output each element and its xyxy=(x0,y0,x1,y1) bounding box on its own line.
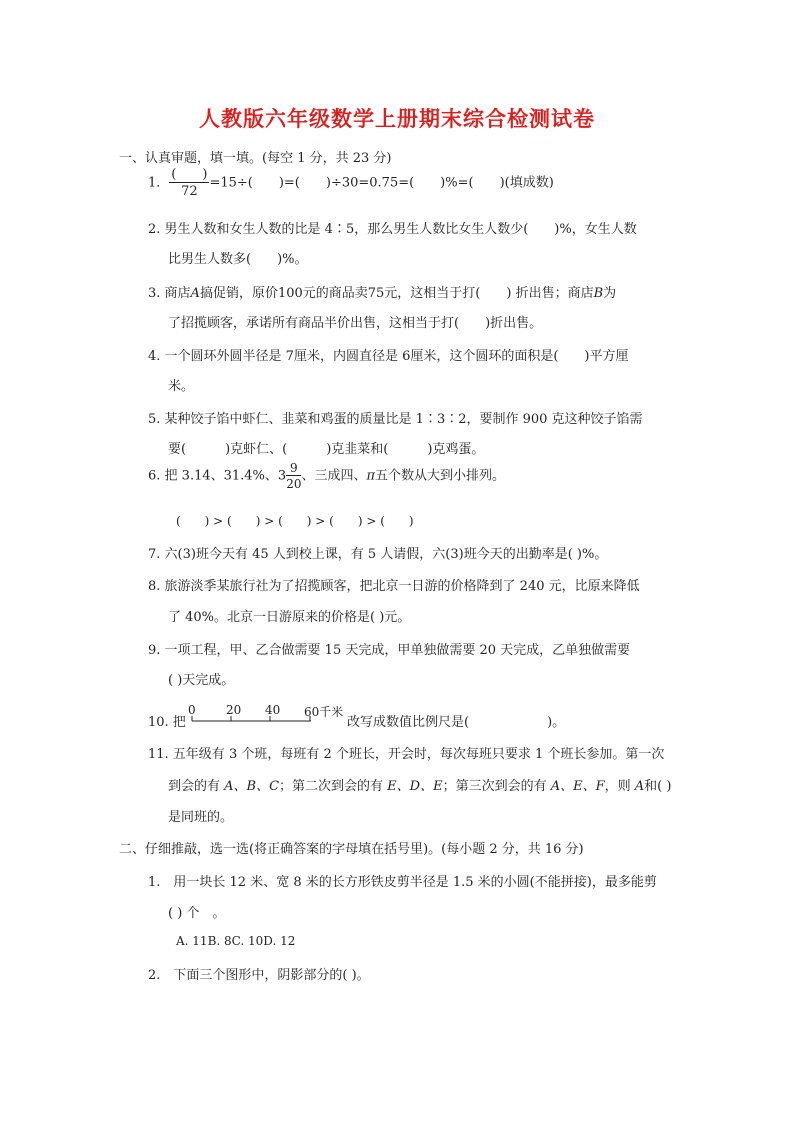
section-2-question-1-line-1: 1. 用一块长 12 米、宽 8 米的长方形铁皮剪半径是 1.5 米的小圆(不能拼接)，最多能剪 xyxy=(148,875,657,890)
text-span: 为 xyxy=(603,286,617,301)
text-span: 到会的有 xyxy=(168,779,225,794)
page-title: 人教版六年级数学上册期末综合检测试卷 xyxy=(199,106,595,131)
question-6-line-1 xyxy=(148,462,505,490)
question-11-line-3: 是同班的。 xyxy=(168,810,234,825)
question-7: 7. 六(3)班今天有 45 人到校上课，有 5 人请假，六(3)班今天的出勤率是( )%。 xyxy=(148,547,608,562)
section-2-question-1-options: A. 11B. 8C. 10D. 12 xyxy=(176,934,296,948)
text-span: ，则 xyxy=(604,779,635,794)
fraction-numerator: ( ) xyxy=(171,167,208,182)
text-span: ；第三次到会的有 xyxy=(442,779,551,794)
question-1-fraction xyxy=(169,168,209,198)
text-span: ；第二次到会的有 xyxy=(279,779,388,794)
section-1-heading: 一、认真审题，填一填。(每空 1 分，共 23 分) xyxy=(119,151,392,166)
question-2-line-2: 比男生人数多( )%。 xyxy=(168,252,308,267)
text-span: 五个数从大到小排列。 xyxy=(375,468,506,484)
question-2-line-1: 2. 男生人数和女生人数的比是 4∶5，那么男生人数比女生人数少( )%，女生人数 xyxy=(148,222,637,237)
question-1-number: 1． xyxy=(148,175,170,191)
question-9-line-1: 9. 一项工程，甲、乙合做需要 15 天完成，甲单独做需要 20 天完成，乙单独做需要 xyxy=(148,643,631,658)
scale-tick-60: 60千米 xyxy=(304,705,344,719)
question-5-line-2: 要( )克虾仁、( )克韭菜和( )克鸡蛋。 xyxy=(168,442,485,457)
question-8-line-1: 8. 旅游淡季某旅行社为了招揽顾客，把北京一日游的价格降到了 240 元，比原来降低 xyxy=(148,579,640,594)
fraction-denominator: 20 xyxy=(286,477,302,491)
question-4-line-2: 米。 xyxy=(168,379,195,394)
line-scale xyxy=(188,703,344,729)
question-10-number: 10. 把 xyxy=(148,715,186,730)
scale-tick-20: 20 xyxy=(226,703,242,717)
text-span: 搞促销，原价100元的商品卖75元，这相当于打( ) 折出售；商店 xyxy=(199,286,594,301)
text-span: 6. 把 3.14、31.4%、3 xyxy=(148,468,287,484)
fraction-denominator: 72 xyxy=(181,184,198,199)
question-9-line-2: ( )天完成。 xyxy=(168,673,235,688)
scale-tick-0: 0 xyxy=(188,703,196,717)
letters-span: A、B、C xyxy=(224,779,280,794)
text-span: 、三成四、 xyxy=(301,468,367,484)
question-8-line-2: 了 40%。北京一日游原来的价格是( )元。 xyxy=(168,610,411,625)
text-span: 3. 商店 xyxy=(148,286,191,301)
letters-span: E、D、E xyxy=(387,779,443,794)
question-4-line-1: 4. 一个圆环外圆半径是 7厘米，内圆直径是 6厘米，这个圆环的面积是( )平方厘 xyxy=(148,349,629,364)
fraction-numerator: 9 xyxy=(286,462,301,476)
question-6-answer-row: ( ) > ( ) > ( ) > ( ) > ( ) xyxy=(176,514,414,528)
section-2-question-2: 2. 下面三个图形中，阴影部分的( )。 xyxy=(148,968,370,983)
text-span: 和( ) xyxy=(644,779,672,794)
section-2-heading: 二、仔细推敲，选一选(将正确答案的字母填在括号里)。(每小题 2 分，共 16 分) xyxy=(119,842,584,857)
store-b-label: B xyxy=(593,286,604,301)
letters-span: A、E、F xyxy=(550,779,605,794)
scale-tick-40: 40 xyxy=(265,703,281,717)
question-3-line-2: 了招揽顾客，承诺所有商品半价出售，这相当于打( )折出售。 xyxy=(168,316,543,331)
question-10-rest: 改写成数值比例尺是( )。 xyxy=(347,715,566,730)
question-11-line-2 xyxy=(168,775,671,794)
pi-symbol: π xyxy=(366,468,376,484)
question-3-line-1 xyxy=(148,282,616,301)
question-1-rest: =15÷( )=( )÷30=0.75=( )%=( )(填成数) xyxy=(209,175,554,191)
question-5-line-1: 5. 某种饺子馅中虾仁、韭菜和鸡蛋的质量比是 1∶3∶2，要制作 900 克这种饺子馅需 xyxy=(148,412,643,427)
store-a-label: A xyxy=(190,286,200,301)
scale-bar xyxy=(190,715,320,725)
letters-span: A xyxy=(634,779,645,794)
question-6-fraction xyxy=(286,462,301,490)
question-1 xyxy=(148,168,554,198)
question-11-line-1: 11. 五年级有 3 个班，每班有 2 个班长，开会时，每次每班只要求 1 个班长参加。第一次 xyxy=(148,747,665,762)
section-2-question-1-line-2: ( ) 个 。 xyxy=(168,906,226,921)
